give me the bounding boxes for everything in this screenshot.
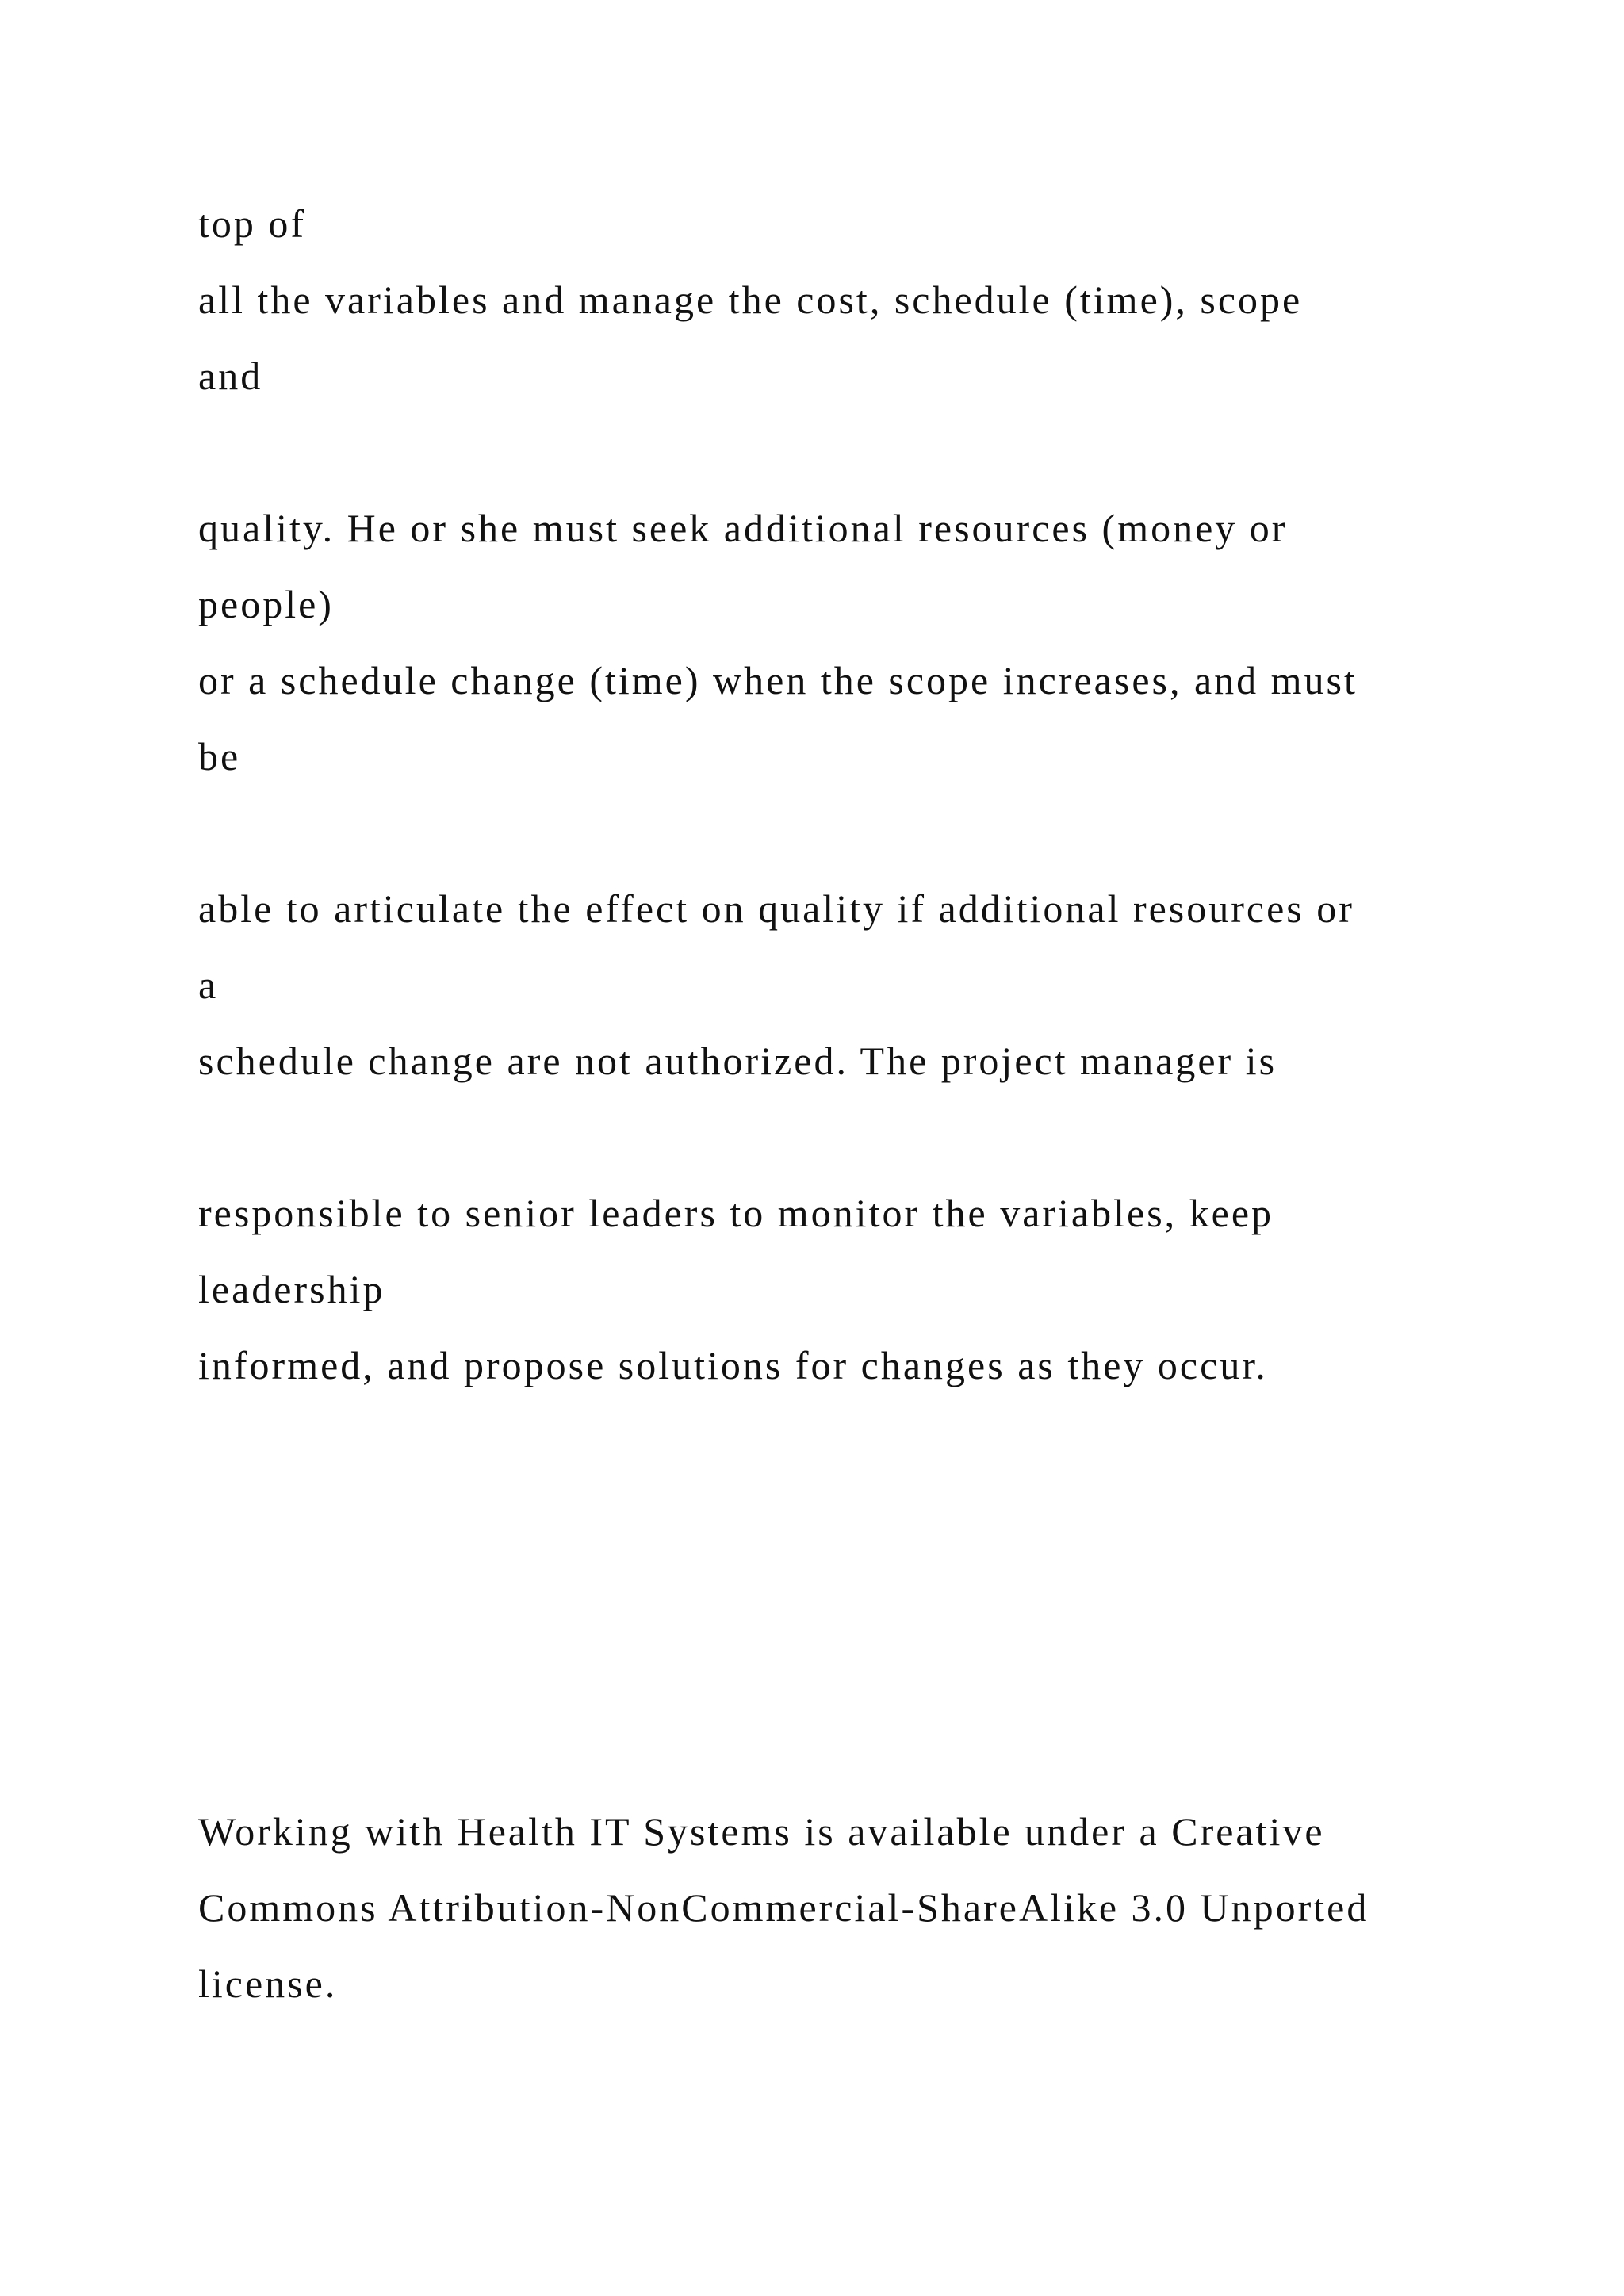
license-text-line: license.: [198, 1961, 338, 2006]
body-text-line: a: [198, 962, 219, 1007]
body-text-line: leadership: [198, 1267, 385, 1311]
license-text-line: Working with Health IT Systems is available under a Creative: [198, 1809, 1325, 1854]
body-text-line: or a schedule change (time) when the scope increases, and must: [198, 658, 1358, 702]
body-text-line: top of: [198, 201, 307, 246]
body-text-line: all the variables and manage the cost, schedule (time), scope: [198, 277, 1303, 322]
body-text-line: schedule change are not authorized. The project manager is: [198, 1039, 1277, 1083]
body-text-line: informed, and propose solutions for changes as they occur.: [198, 1343, 1268, 1387]
body-text-line: able to articulate the effect on quality if additional resources or: [198, 886, 1354, 931]
license-text-line: Commons Attribution-NonCommercial-ShareAlike 3.0 Unported: [198, 1885, 1369, 1930]
body-text-line: quality. He or she must seek additional resources (money or: [198, 506, 1288, 550]
body-text-line: and: [198, 354, 263, 398]
body-text-line: responsible to senior leaders to monitor the variables, keep: [198, 1191, 1274, 1235]
body-text-line: be: [198, 734, 241, 779]
body-text-line: people): [198, 582, 334, 626]
